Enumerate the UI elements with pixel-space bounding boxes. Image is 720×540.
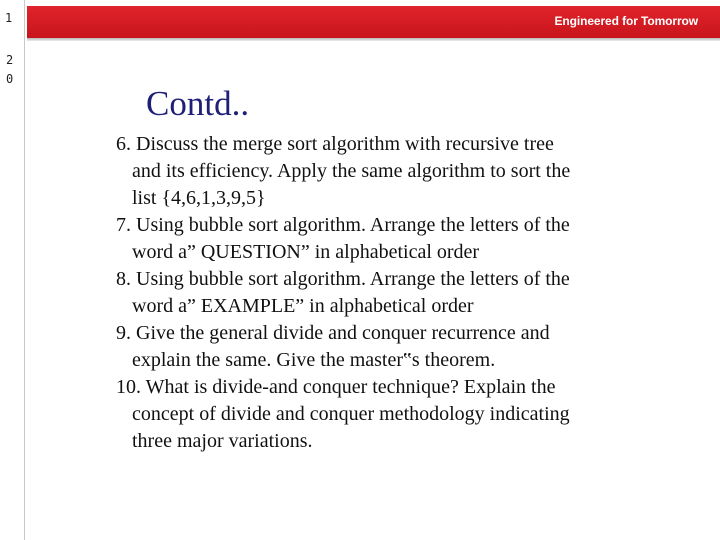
question-list	[116, 131, 676, 455]
question-line: 7. Using bubble sort algorithm. Arrange the letters of the	[116, 214, 570, 236]
question-item	[116, 320, 676, 374]
slide-number-digit: 2	[6, 53, 14, 67]
question-line: 6. Discuss the merge sort algorithm with recursive tree	[116, 133, 554, 155]
question-line: 9. Give the general divide and conquer recurrence and	[116, 322, 550, 344]
question-line: word a” EXAMPLE” in alphabetical order	[132, 295, 474, 317]
question-item	[116, 374, 676, 455]
question-line: 10. What is divide-and conquer technique? Explain the	[116, 376, 556, 398]
question-line: word a” QUESTION” in alphabetical order	[132, 241, 480, 263]
question-line: concept of divide and conquer methodology indicating	[132, 403, 570, 425]
slide-number-digit: 1	[5, 11, 13, 25]
question-line: 8. Using bubble sort algorithm. Arrange the letters of the	[116, 268, 570, 290]
question-line: three major variations.	[132, 430, 313, 452]
header-tagline: Engineered for Tomorrow	[554, 14, 698, 28]
slide-title: Contd..	[146, 84, 250, 123]
left-margin-line	[24, 0, 25, 540]
question-line: explain the same. Give the master‟s theorem.	[132, 349, 496, 371]
question-item	[116, 212, 676, 266]
slide-number-digit: 0	[6, 72, 14, 86]
header-shadow	[27, 38, 720, 41]
question-line: and its efficiency. Apply the same algorithm to sort the	[132, 160, 571, 182]
question-item	[116, 266, 676, 320]
question-item	[116, 131, 676, 212]
question-line: list {4,6,1,3,9,5}	[132, 187, 266, 209]
